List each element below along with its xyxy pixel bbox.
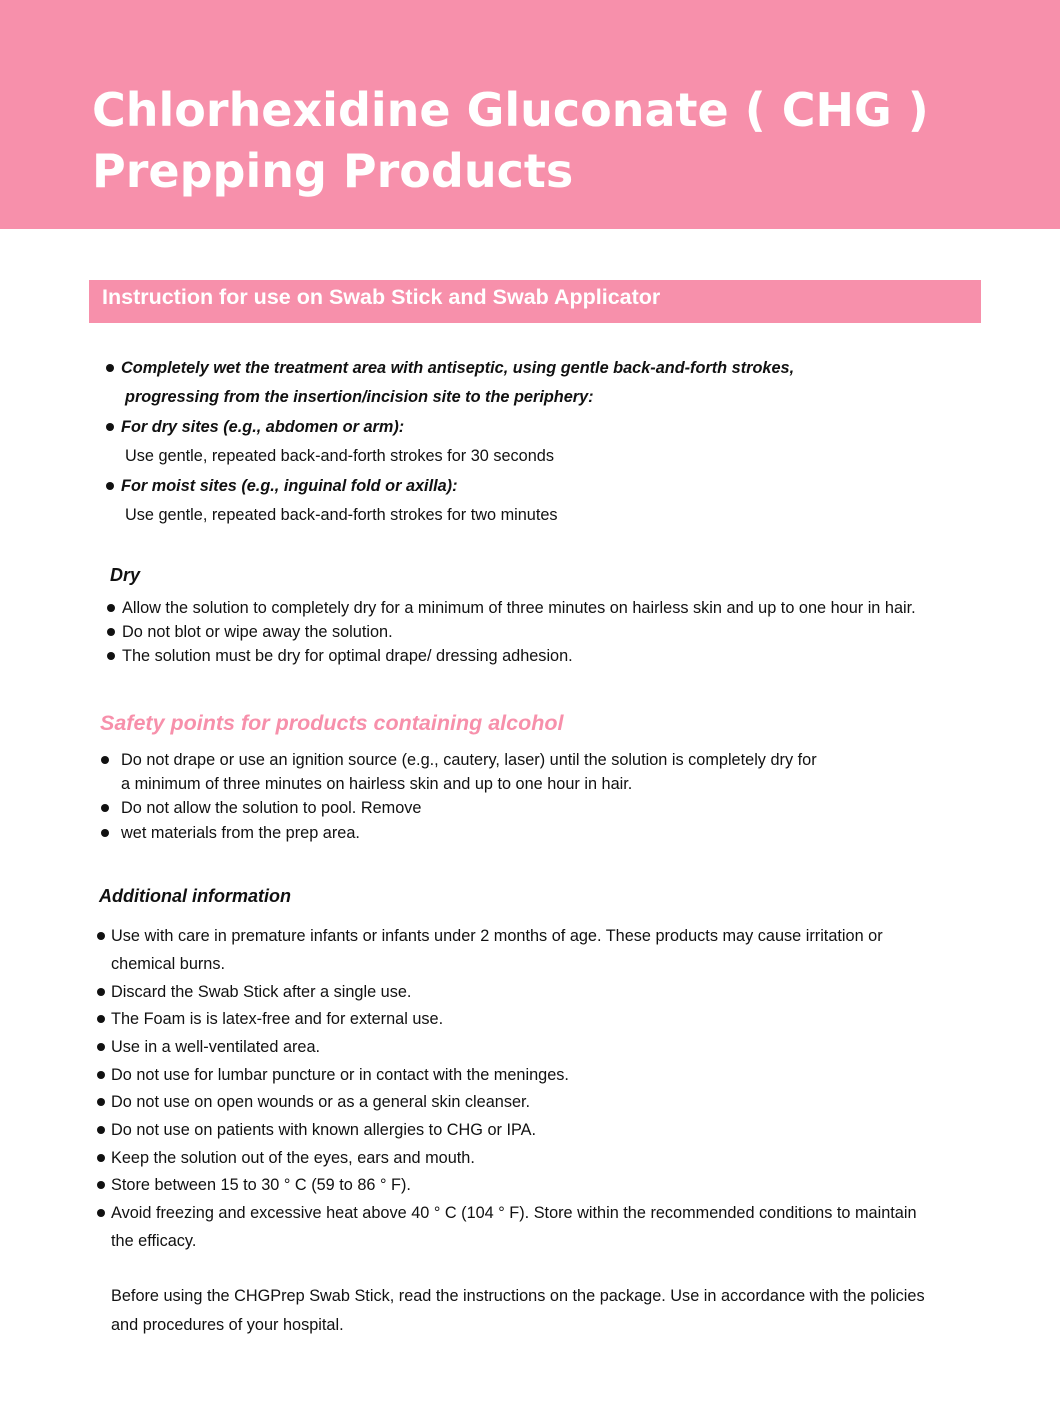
- bullet-icon: [107, 652, 115, 660]
- additional-item: The Foam is is latex-free and for external use.: [111, 1010, 444, 1028]
- bullet-icon: [106, 423, 114, 431]
- safety-item: a minimum of three minutes on hairless skin and up to one hour in hair.: [121, 775, 633, 793]
- bullet-icon: [101, 804, 109, 812]
- additional-item: chemical burns.: [111, 955, 226, 973]
- additional-item: Keep the solution out of the eyes, ears and mouth.: [111, 1149, 475, 1167]
- safety-heading: Safety points for products containing alcohol: [100, 711, 564, 735]
- safety-item: wet materials from the prep area.: [121, 824, 360, 842]
- bullet-icon: [97, 988, 105, 996]
- additional-item: Use in a well-ventilated area.: [111, 1038, 321, 1056]
- additional-item: Avoid freezing and excessive heat above 40 ° C (104 ° F). Store within the recommended conditions to maintain: [111, 1204, 917, 1222]
- instruction-section-bar: [89, 280, 981, 323]
- document-title: [92, 80, 1032, 202]
- additional-item: Do not use on patients with known allergies to CHG or IPA.: [111, 1121, 537, 1139]
- instruction-item: Use gentle, repeated back-and-forth strokes for 30 seconds: [125, 447, 554, 465]
- bullet-icon: [107, 604, 115, 612]
- bullet-icon: [97, 1015, 105, 1023]
- bullet-icon: [106, 482, 114, 490]
- dry-item: Allow the solution to completely dry for a minimum of three minutes on hairless skin and up to one hour in hair.: [122, 599, 916, 617]
- additional-item: Do not use on open wounds or as a general skin cleanser.: [111, 1093, 531, 1111]
- bullet-icon: [97, 1181, 105, 1189]
- instruction-item: For moist sites (e.g., inguinal fold or axilla):: [121, 477, 458, 495]
- instruction-heading: Instruction for use on Swab Stick and Swab Applicator: [102, 285, 661, 309]
- closing-paragraph-line: and procedures of your hospital.: [111, 1316, 344, 1334]
- additional-item: Do not use for lumbar puncture or in contact with the meninges.: [111, 1066, 569, 1084]
- dry-item: Do not blot or wipe away the solution.: [122, 623, 393, 641]
- bullet-icon: [107, 628, 115, 636]
- additional-item: Store between 15 to 30 ° C (59 to 86 ° F).: [111, 1176, 411, 1194]
- additional-item: the efficacy.: [111, 1232, 197, 1250]
- bullet-icon: [101, 756, 109, 764]
- safety-item: Do not allow the solution to pool. Remove: [121, 799, 422, 817]
- bullet-icon: [97, 1071, 105, 1079]
- dry-heading: Dry: [110, 565, 141, 585]
- bullet-icon: [106, 364, 114, 372]
- instruction-item: progressing from the insertion/incision site to the periphery:: [125, 388, 594, 406]
- additional-item: Discard the Swab Stick after a single use.: [111, 983, 412, 1001]
- bullet-icon: [97, 932, 105, 940]
- additional-item: Use with care in premature infants or infants under 2 months of age. These products may cause irritation or: [111, 927, 883, 945]
- bullet-icon: [97, 1126, 105, 1134]
- title-line-1: Chlorhexidine Gluconate ( CHG ): [92, 83, 929, 137]
- bullet-icon: [97, 1209, 105, 1217]
- bullet-icon: [97, 1043, 105, 1051]
- instruction-item: Completely wet the treatment area with antiseptic, using gentle back-and-forth strokes,: [121, 359, 795, 377]
- bullet-icon: [101, 829, 109, 837]
- title-line-2: Prepping Products: [92, 144, 574, 198]
- instruction-item: For dry sites (e.g., abdomen or arm):: [121, 418, 405, 436]
- closing-paragraph-line: Before using the CHGPrep Swab Stick, read the instructions on the package. Use in accordance with the policies: [111, 1287, 925, 1305]
- additional-heading: Additional information: [99, 886, 291, 906]
- bullet-icon: [97, 1154, 105, 1162]
- dry-item: The solution must be dry for optimal drape/ dressing adhesion.: [122, 647, 573, 665]
- bullet-icon: [97, 1098, 105, 1106]
- instruction-item: Use gentle, repeated back-and-forth strokes for two minutes: [125, 506, 558, 524]
- header-banner: [0, 0, 1060, 229]
- safety-item: Do not drape or use an ignition source (e.g., cautery, laser) until the solution is completely dry for: [121, 751, 817, 769]
